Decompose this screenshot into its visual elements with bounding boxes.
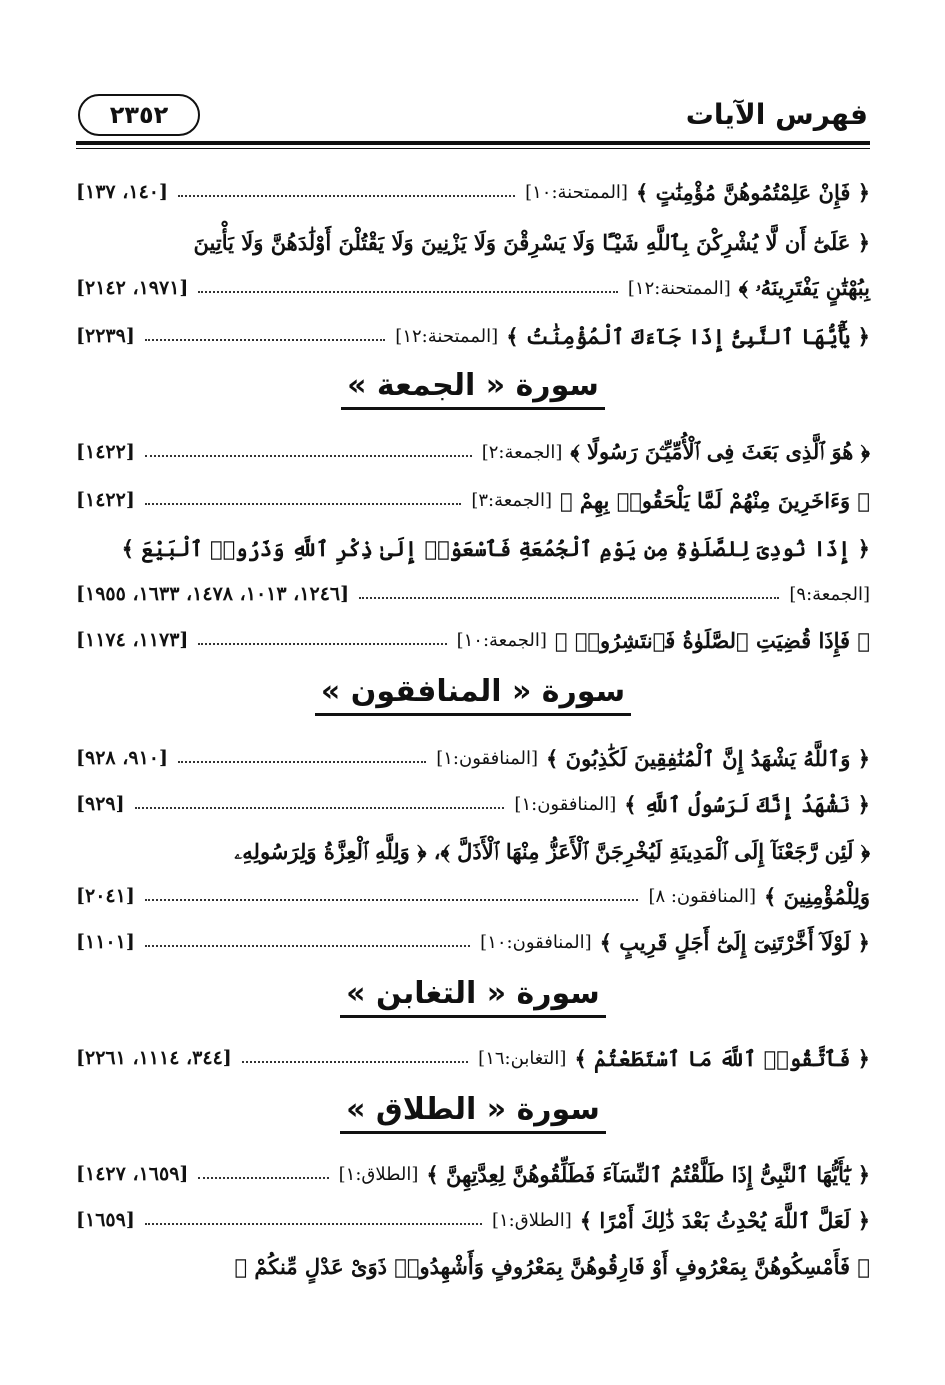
verse-reference: [الطلاق:١] [338,1163,419,1185]
dot-leader [145,1223,482,1225]
surah-heading: سورة « الجمعة » [76,368,870,410]
index-entry [76,222,870,262]
verse-reference: [الممتحنة:١٠] [525,181,628,203]
verse-text: ﴿ يَٰٓأَيُّهَا ٱلنَّبِىُّ إِذَا طَلَّقْتُمُ ٱلنِّسَآءَ فَطَلِّقُوهُنَّ لِعِدَّتِهِنَّ ﴾ [426,1161,870,1187]
index-entry [76,268,870,308]
verse-text: ﴿ لَعَلَّ ٱللَّهَ يُحْدِثُ بَعْدَ ذَٰلِكَ أَمْرًا ﴾ [579,1207,870,1233]
verse-reference: [الجمعة:٢] [481,441,563,463]
surah-heading: سورة « الطلاق » [76,1092,870,1134]
index-entry [76,876,870,916]
page-header [78,92,868,138]
header-rule-thin [76,148,870,149]
index-entry [76,480,870,520]
index-entry [76,832,870,872]
verse-reference: [المنافقون:١] [514,793,617,815]
index-entry [76,1200,870,1240]
page-refs: [١٤٢٢] [76,441,135,463]
index-entry [76,784,870,824]
dot-leader [145,503,462,505]
verse-text: ﴿ فَإِذَا قُضِيَتِ ٱلصَّلَوٰةُ فَٱنتَشِرُوا۟ ﴾ [554,627,870,653]
verse-reference: [المنافقون:١] [436,747,539,769]
verse-reference: [الممتحنة:١٢] [395,325,499,347]
dot-leader [242,1061,468,1063]
verse-text: وَلِلْمُؤْمِنِينَ ﴾ [763,883,870,909]
verse-text: ﴿ إِذَا نُودِىَ لِلصَّلَوٰةِ مِن يَوْمِ ٱلْجُمُعَةِ فَٱسْعَوْا۟ إِلَىٰ ذِكْرِ ٱللَّهِ وَذَرُوا۟ ٱلْبَيْعَ ﴾ [121,535,870,561]
dot-leader [145,899,639,901]
verse-text: ﴿ نَشْهَدُ إِنَّكَ لَرَسُولُ ٱللَّهِ ﴾ [624,791,870,817]
verse-text: ﴿ لَئِن رَّجَعْنَآ إِلَى ٱلْمَدِينَةِ لَيُخْرِجَنَّ ٱلْأَعَزُّ مِنْهَا ٱلْأَذَلَّ ﴾، ﴿ وَلِلَّهِ ٱلْعِزَّةُ وَلِرَسُولِهِۦ [234,839,870,864]
index-entry [76,172,870,212]
verse-reference: [الجمعة:١٠] [456,629,547,651]
verse-text: ﴿ لَوْلَآ أَخَّرْتَنِىٓ إِلَىٰٓ أَجَلٍ قَرِيبٍ ﴾ [599,929,870,955]
surah-heading: سورة « التغابن » [76,976,870,1018]
verse-text: ﴿ فَٱتَّقُوا۟ ٱللَّهَ مَا ٱسْتَطَعْتُمْ ﴾ [574,1045,870,1071]
index-entry [76,316,870,356]
verse-reference: [الجمعة:٩] [789,583,870,605]
index-entry [76,738,870,778]
page-title: فهرس الآيات [685,98,868,131]
page-refs: [٩١٠، ٩٢٨] [76,747,168,769]
page-refs: [١٤٢٢] [76,489,135,511]
verse-reference: [الجمعة:٣] [471,489,552,511]
page-refs: [٢٢٣٩] [76,325,135,347]
index-entry [76,432,870,472]
dot-leader [145,339,385,341]
verse-reference: [المنافقون: ٨] [648,885,756,907]
index-entry [76,528,870,568]
index-entry [76,620,870,660]
page-refs: [٩٢٩] [76,793,125,815]
page-refs: [١١٠١] [76,931,135,953]
verse-text: ﴿ فَأَمْسِكُوهُنَّ بِمَعْرُوفٍ أَوْ فَارِقُوهُنَّ بِمَعْرُوفٍ وَأَشْهِدُوا۟ ذَوَىْ عَدْلٍ مِّنكُمْ ﴾ [234,1253,870,1279]
page-refs: [١٩٧١، ٢١٤٢] [76,277,189,299]
index-entry [76,922,870,962]
page-refs: [٢٠٤١] [76,885,135,907]
page-refs: [١٦٥٩، ١٤٢٧] [76,1163,189,1185]
verse-reference: [الممتحنة:١٢] [627,277,731,299]
index-entry [76,1246,870,1286]
verse-text: ﴿ يَٰٓأَيُّهَا ٱلنَّبِىُّ إِذَا جَآءَكَ ٱلْمُؤْمِنَٰتُ ﴾ [506,323,870,349]
page-refs: [٣٤٤، ١١١٤، ٢٢٦١] [76,1047,232,1069]
verse-text: بِبُهْتَٰنٍ يَفْتَرِينَهُۥ ﴾ [738,275,870,300]
page-refs: [١٢٤٦، ١٠١٣، ١٤٧٨، ١٦٣٣، ١٩٥٥] [76,583,350,605]
dot-leader [198,643,446,645]
verse-text: ﴿ عَلَىٰٓ أَن لَّا يُشْرِكْنَ بِٱللَّهِ شَيْـًٔا وَلَا يَسْرِقْنَ وَلَا يَزْنِينَ وَلَا يَقْتُلْنَ أَوْلَٰدَهُنَّ وَلَا يَأْتِينَ [193,229,870,255]
page-refs: [١١٧٣، ١١٧٤] [76,629,189,651]
verse-text: ﴿ هُوَ ٱلَّذِى بَعَثَ فِى ٱلْأُمِّيِّـۧنَ رَسُولًا ﴾ [570,439,870,464]
page-refs: [١٤٠، ١٣٧] [76,181,168,203]
page-refs: [١٦٥٩] [76,1209,135,1231]
dot-leader [145,945,470,947]
dot-leader [178,761,426,763]
dot-leader [135,807,505,809]
dot-leader [198,1177,328,1179]
index-entry [76,574,870,614]
index-entry [76,1038,870,1078]
verse-reference: [المنافقون:١٠] [480,931,592,953]
dot-leader [359,597,779,599]
verse-text: ﴿ وَٱللَّهُ يَشْهَدُ إِنَّ ٱلْمُنَٰفِقِينَ لَكَٰذِبُونَ ﴾ [546,745,870,771]
verse-reference: [الطلاق:١] [491,1209,572,1231]
dot-leader [145,455,472,457]
page-number: ٢٣٥٢ [78,94,200,136]
verse-text: ﴿ وَءَاخَرِينَ مِنْهُمْ لَمَّا يَلْحَقُوا۟ بِهِمْ ﴾ [559,487,870,513]
surah-heading: سورة « المنافقون » [76,674,870,716]
dot-leader [178,195,515,197]
index-entry [76,1154,870,1194]
header-rule [76,141,870,145]
dot-leader [198,291,617,293]
verse-text: ﴿ فَإِنْ عَلِمْتُمُوهُنَّ مُؤْمِنَٰتٍ ﴾ [635,179,870,205]
verse-reference: [التغابن:١٦] [478,1047,567,1069]
